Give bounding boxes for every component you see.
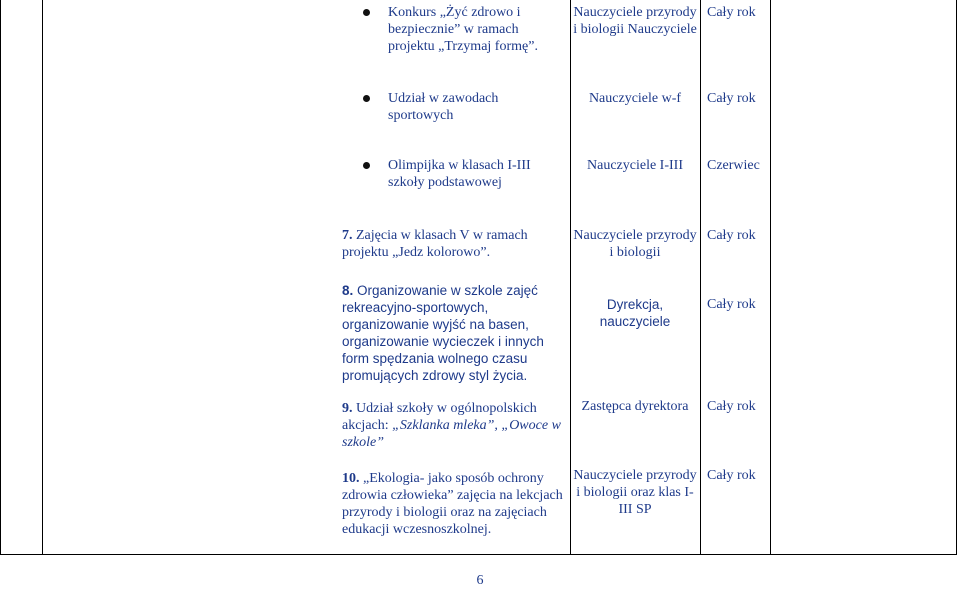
bullet-icon: [363, 95, 370, 102]
bullet-icon: [363, 9, 370, 16]
item-number: 9.: [342, 401, 353, 416]
task-item: [342, 470, 567, 538]
task-text: Udział szkoły w ogólnopolskich akcjach:: [342, 401, 537, 433]
responsible-cell: Nauczyciele przyrody i biologii: [573, 228, 697, 260]
page-number: 6: [476, 573, 484, 588]
task-text: Zajęcia w klasach V w ramach projektu „Jedz kolorowo”.: [342, 228, 528, 260]
campaign-names: „Szklanka mleka”, „Owoce w szkole”: [342, 418, 561, 450]
task-item: [342, 227, 567, 261]
task-text: Udział w zawodach sportowych: [388, 91, 499, 123]
item-number: 8.: [342, 283, 354, 298]
timeframe-cell: Cały rok: [707, 5, 756, 20]
responsible-cell: Nauczyciele przyrody i biologii oraz klas I-III SP: [573, 468, 697, 517]
timeframe-cell: Cały rok: [707, 399, 756, 414]
item-number: 10.: [342, 471, 360, 486]
responsible-cell: Zastępca dyrektora: [581, 399, 689, 414]
timeframe-cell: Czerwiec: [707, 158, 760, 173]
task-text: Konkurs „Żyć zdrowo i bezpiecznie” w ramach projektu „Trzymaj formę”.: [388, 5, 538, 54]
responsible-cell: Nauczyciele I-III: [587, 158, 683, 173]
task-text: „Ekologia- jako sposób ochrony zdrowia człowieka” zajęcia na lekcjach przyrody i biologii oraz na zajęciach edukacji wczesnoszkolnej.: [342, 471, 563, 537]
responsible-cell: Dyrekcja, nauczyciele: [599, 297, 671, 329]
timeframe-cell: Cały rok: [707, 468, 756, 483]
bullet-icon: [363, 162, 370, 169]
task-item: [342, 400, 567, 451]
timeframe-cell: Cały rok: [707, 91, 756, 106]
responsible-cell: Nauczyciele przyrody i biologii Nauczyciele: [573, 5, 697, 37]
task-item: [342, 282, 562, 384]
timeframe-cell: Cały rok: [707, 297, 756, 312]
responsible-cell: Nauczyciele w-f: [588, 91, 682, 106]
item-number: 7.: [342, 228, 353, 243]
task-text: Olimpijka w klasach I-III szkoły podstawowej: [388, 158, 531, 190]
task-text: Organizowanie w szkole zajęć rekreacyjno-sportowych, organizowanie wyjść na basen, organizowanie wycieczek i innych form spędzania wolnego czasu promujących zdrowy styl życia.: [342, 283, 544, 383]
timeframe-cell: Cały rok: [707, 228, 756, 243]
